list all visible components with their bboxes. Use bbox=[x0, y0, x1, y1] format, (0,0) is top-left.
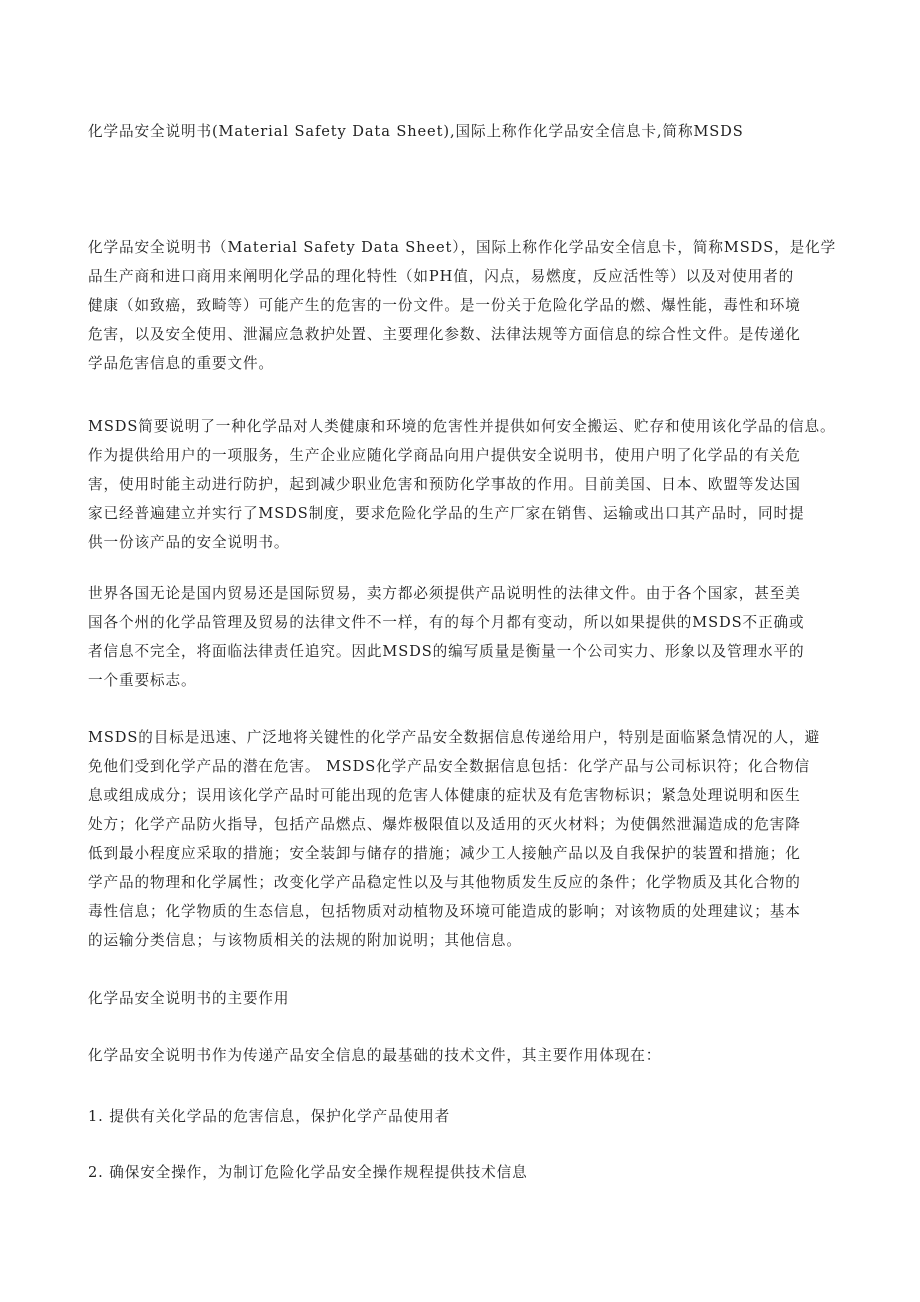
paragraph-msds-contents bbox=[88, 723, 868, 955]
document-title: 化学品安全说明书(Material Safety Data Sheet),国际上称作化学品安全信息卡,简称MSDS bbox=[88, 123, 744, 140]
text-line: 者信息不完全，将面临法律责任追究。因此MSDS的编写质量是衡量一个公司实力、形象以及管理水平的 bbox=[88, 643, 805, 660]
text-line: 处方；化学产品防火指导，包括产品燃点、爆炸极限值以及适用的灭火材料；为使偶然泄漏造成的危害降 bbox=[88, 816, 801, 833]
list-item: 2. 确保安全操作，为制订危险化学品安全操作规程提供技术信息 bbox=[88, 1164, 528, 1181]
section-heading: 化学品安全说明书的主要作用 bbox=[88, 990, 290, 1007]
text-line: 害，使用时能主动进行防护，起到减少职业危害和预防化学事故的作用。目前美国、日本、欧盟等发达国 bbox=[88, 476, 801, 493]
text-line: 国各个州的化学品管理及贸易的法律文件不一样，有的每个月都有变动，所以如果提供的MSDS不正确或 bbox=[88, 614, 805, 631]
text-line: 健康（如致癌，致畸等）可能产生的危害的一份文件。是一份关于危险化学品的燃、爆性能，毒性和环境 bbox=[88, 297, 801, 314]
text-line: 作为提供给用户的一项服务，生产企业应随化学商品向用户提供安全说明书，使用户明了化学品的有关危 bbox=[88, 447, 801, 464]
text-line: 世界各国无论是国内贸易还是国际贸易，卖方都必须提供产品说明性的法律文件。由于各个国家，甚至美 bbox=[88, 585, 801, 602]
paragraph-msds-definition bbox=[88, 233, 868, 378]
text-line: 免他们受到化学产品的潜在危害。 MSDS化学产品安全数据信息包括：化学产品与公司标识符；化合物信 bbox=[88, 758, 811, 775]
paragraph-msds-purpose bbox=[88, 412, 868, 557]
text-line: 学品危害信息的重要文件。 bbox=[88, 355, 274, 372]
text-line: MSDS简要说明了一种化学品对人类健康和环境的危害性并提供如何安全搬运、贮存和使用该化学品的信息。 bbox=[88, 418, 836, 435]
paragraph-main-functions: 化学品安全说明书作为传递产品安全信息的最基础的技术文件，其主要作用体现在： bbox=[88, 1047, 662, 1064]
text-line: 的运输分类信息；与该物质相关的法规的附加说明；其他信息。 bbox=[88, 932, 522, 949]
text-line: 学产品的物理和化学属性；改变化学产品稳定性以及与其他物质发生反应的条件；化学物质及其化合物的 bbox=[88, 874, 801, 891]
text-line: 家已经普遍建立并实行了MSDS制度，要求危险化学品的生产厂家在销售、运输或出口其产品时，同时提 bbox=[88, 505, 805, 522]
text-line: 品生产商和进口商用来阐明化学品的理化特性（如PH值，闪点，易燃度，反应活性等）以及对使用者的 bbox=[88, 268, 795, 285]
text-line: 化学品安全说明书（Material Safety Data Sheet），国际上称作化学品安全信息卡，简称MSDS，是化学 bbox=[88, 239, 837, 256]
text-line: 息或组成成分；误用该化学产品时可能出现的危害人体健康的症状及有危害物标识；紧急处理说明和医生 bbox=[88, 787, 801, 804]
list-item: 1. 提供有关化学品的危害信息，保护化学产品使用者 bbox=[88, 1108, 451, 1125]
text-line: 危害，以及安全使用、泄漏应急救护处置、主要理化参数、法律法规等方面信息的综合性文件。是传递化 bbox=[88, 326, 801, 343]
text-line: MSDS的目标是迅速、广泛地将关键性的化学产品安全数据信息传递给用户，特别是面临紧急情况的人，避 bbox=[88, 729, 820, 746]
text-line: 低到最小程度应采取的措施；安全装卸与储存的措施；减少工人接触产品以及自我保护的装置和措施；化 bbox=[88, 845, 801, 862]
paragraph-legal-requirement bbox=[88, 579, 868, 695]
text-line: 一个重要标志。 bbox=[88, 672, 197, 689]
text-line: 供一份该产品的安全说明书。 bbox=[88, 534, 290, 551]
text-line: 毒性信息；化学物质的生态信息，包括物质对动植物及环境可能造成的影响；对该物质的处理建议；基本 bbox=[88, 903, 801, 920]
